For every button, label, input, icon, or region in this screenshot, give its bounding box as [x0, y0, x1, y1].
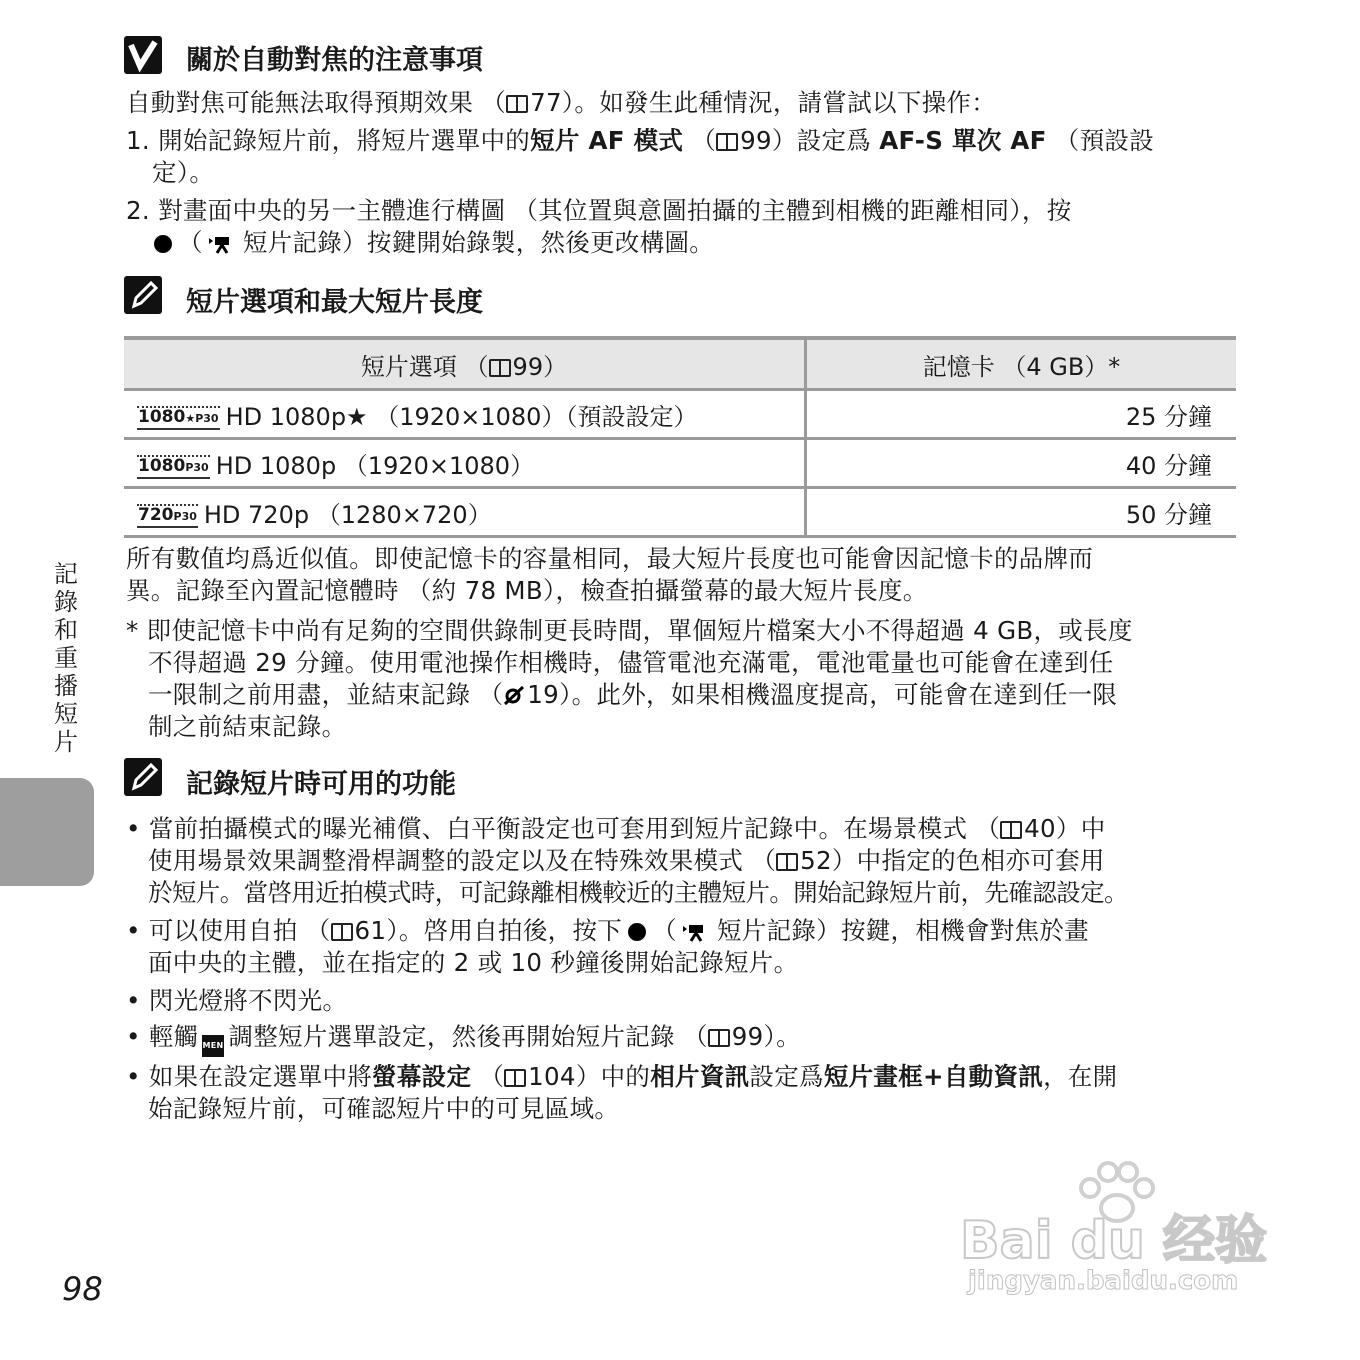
af-step-1-cont: 定）。 [152, 158, 215, 187]
bullet-5-line2: 始記錄短片前，可確認短片中的可見區域。 [148, 1094, 620, 1123]
check-icon [124, 36, 162, 74]
movie-1080-icon: 1080★P30 [137, 406, 220, 430]
bullet-1-line1: • 當前拍攝模式的曝光補償、白平衡設定也可套用到短片記錄中。在場景模式 （ 40）中 [126, 814, 1106, 843]
table-header-options: 短片選項 （ 99） [124, 338, 806, 390]
book-ref-icon [708, 1029, 730, 1047]
record-button-icon [154, 235, 172, 253]
book-ref-icon [504, 1069, 526, 1087]
bullet-1-line3: 於短片。當啓用近拍模式時，可記錄離相機較近的主體短片。開始記錄短片前，先確認設定。 [148, 878, 1128, 907]
movie-camera-icon [207, 234, 231, 254]
af-step-2: 2. 對畫面中央的另一主體進行構圖 （其位置與意圖拍攝的主體到相機的距離相同），按 [126, 196, 1072, 225]
menu-button-icon: MENU [202, 1035, 224, 1057]
bullet-3: • 閃光燈將不閃光。 [126, 986, 348, 1015]
bullet-2-line1: • 可以使用自拍 （ 61）。啓用自拍後，按下 （ 短片記錄）按鍵，相機會對焦於畫 [126, 916, 1089, 945]
section-title-features: 記錄短片時可用的功能 [186, 769, 456, 800]
row-value: 50 分鐘 [806, 488, 1237, 537]
side-tab-label: 記錄和重播短片 [54, 560, 78, 756]
approx-note-line2: 異。記錄至內置記憶體時 （約 78 MB），檢查拍攝螢幕的最大短片長度。 [126, 576, 928, 605]
af-step-1: 1. 開始記錄短片前，將短片選單中的短片 AF 模式 （ 99）設定爲 AF-S 單次 AF （預設設 [126, 126, 1154, 155]
af-intro-text: 自動對焦可能無法取得預期效果 （ 77）。如發生此種情況，請嘗試以下操作： [126, 88, 997, 117]
book-ref-icon [776, 853, 798, 871]
row-value: 25 分鐘 [806, 390, 1237, 439]
movie-1080-icon: 1080P30 [137, 455, 210, 479]
pencil-note-icon [124, 276, 162, 314]
book-ref-icon [331, 923, 353, 941]
pencil-note-icon [124, 758, 162, 796]
footnote-line2: 不得超過 29 分鐘。使用電池操作相機時，儘管電池充滿電，電池電量也可能會在達到任 [148, 648, 1114, 677]
row-label: HD 1080p （1920×1080） [215, 451, 535, 480]
table-row [124, 390, 1236, 439]
table-header-row [124, 338, 1236, 390]
approx-note-line1: 所有數值均爲近似值。即使記憶卡的容量相同，最大短片長度也可能會因記憶卡的品牌而 [126, 544, 1094, 573]
movie-camera-icon [681, 922, 705, 942]
watermark-brand: Bai du 经验 [960, 1211, 1267, 1271]
row-label: HD 720p （1280×720） [203, 500, 492, 529]
bullet-5-line1: • 如果在設定選單中將螢幕設定 （ 104）中的相片資訊設定爲短片畫框+自動資訊，在開 [126, 1062, 1118, 1091]
book-ref-icon [489, 359, 511, 377]
page-number: 98 [62, 1270, 103, 1308]
section-title-af-notes: 關於自動對焦的注意事項 [186, 45, 483, 76]
side-tab-marker [0, 778, 94, 886]
section-title-movie-options: 短片選項和最大短片長度 [186, 287, 483, 318]
row-label: HD 1080p★ （1920×1080）（預設設定） [225, 402, 698, 431]
bullet-2-line2: 面中央的主體，並在指定的 2 或 10 秒鐘後開始記錄短片。 [148, 948, 799, 977]
row-value: 40 分鐘 [806, 439, 1237, 488]
af-step-2-cont: （ 短片記錄）按鍵開始錄製，然後更改構圖。 [148, 224, 714, 259]
book-ref-icon [506, 95, 528, 113]
footnote-line4: 制之前結束記錄。 [148, 712, 347, 741]
table-row [124, 439, 1236, 488]
footnote-line1: * 即使記憶卡中尚有足夠的空間供錄制更長時間，單個短片檔案大小不得超過 4 GB，或長度 [126, 616, 1133, 645]
watermark-url: jingyan.baidu.com [968, 1266, 1239, 1296]
movie-720-icon: 720P30 [137, 504, 198, 528]
record-button-icon [628, 923, 646, 941]
book-ref-icon [1000, 821, 1022, 839]
battery-ref-icon [503, 684, 527, 706]
book-ref-icon [716, 133, 738, 151]
table-row [124, 488, 1236, 537]
bullet-1-line2: 使用場景效果調整滑桿調整的設定以及在特殊效果模式 （ 52）中指定的色相亦可套用 [148, 846, 1105, 875]
table-header-card: 記憶卡 （4 GB）* [806, 338, 1237, 390]
footnote-line3: 一限制之前用盡，並結束記錄 （ 19）。此外，如果相機溫度提高，可能會在達到任一限 [148, 680, 1118, 709]
bullet-4: • 輕觸 MENU調整短片選單設定，然後再開始短片記錄 （ 99）。 [126, 1018, 801, 1057]
movie-options-table [124, 336, 1236, 538]
